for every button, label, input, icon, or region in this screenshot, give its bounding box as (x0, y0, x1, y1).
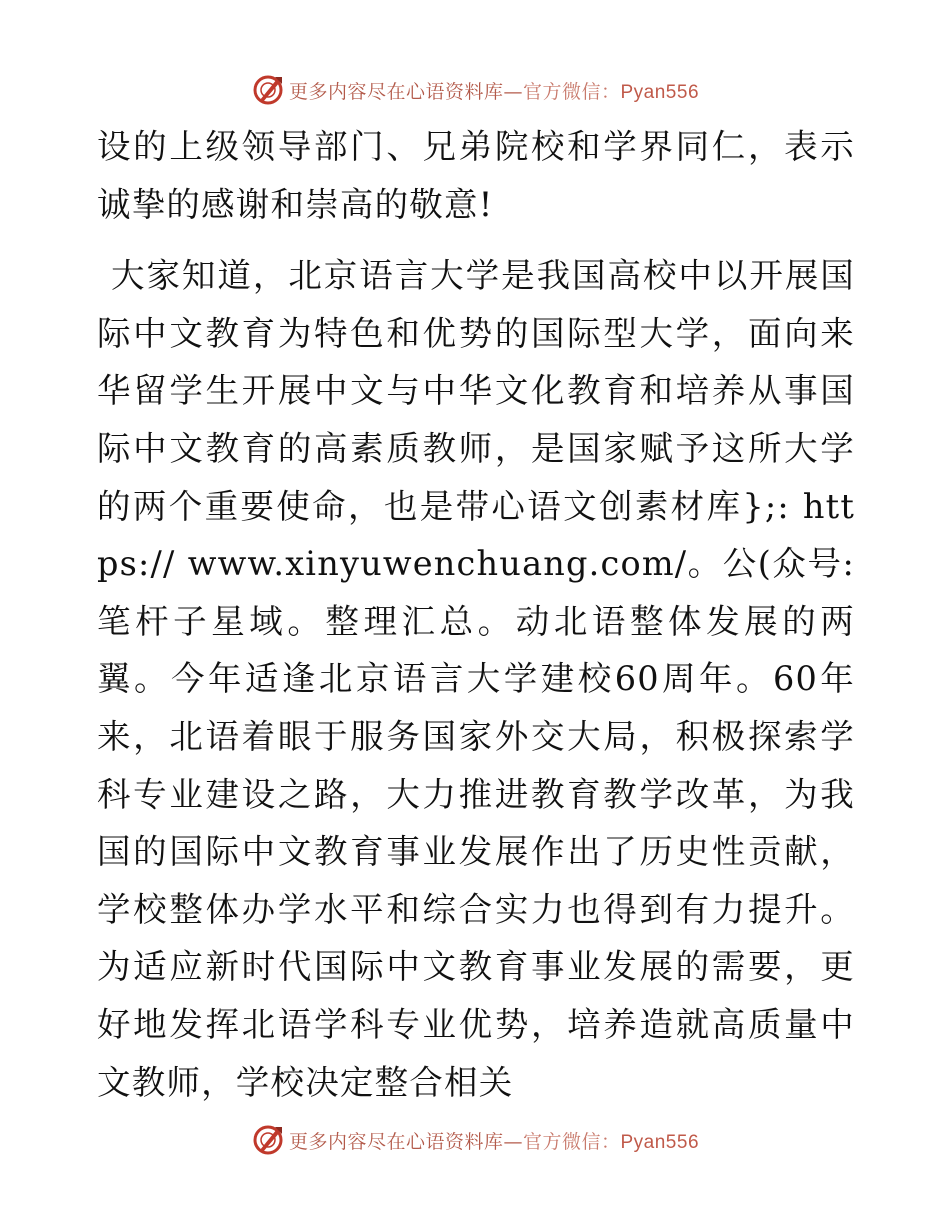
header-prefix: 更多内容尽在心语资料库 (288, 80, 504, 103)
footer-dash: — (503, 1130, 523, 1153)
quill-circle-icon (251, 73, 285, 107)
document-body (97, 118, 855, 1111)
footer-banner (0, 1120, 950, 1160)
header-banner-text (289, 77, 699, 104)
quill-circle-icon (251, 1123, 285, 1157)
paragraph-1: 设的上级领导部门、兄弟院校和学界同仁，表示诚挚的感谢和崇高的敬意! (97, 127, 855, 224)
footer-wechat-label: 官方微信： (522, 1130, 621, 1153)
header-wechat-handle: Pyan556 (620, 81, 700, 103)
header-wechat-label: 官方微信： (522, 80, 621, 103)
footer-prefix: 更多内容尽在心语资料库 (288, 1130, 504, 1153)
footer-wechat-handle: Pyan556 (620, 1131, 700, 1153)
footer-banner-text (289, 1127, 699, 1154)
header-dash: — (503, 80, 523, 103)
paragraph-2: 大家知道，北京语言大学是我国高校中以开展国际中文教育为特色和优势的国际型大学，面向来华留学生开展中文与中华文化教育和培养从事国际中文教育的高素质教师，是国家赋予这所大学的两个重要使命，也是带心语文创素材库};: https:// www.xinyuwenchuang.com/。公(众号: 笔杆子星域。整理汇总。动北语整体发展的两翼。今年适逢北京语言大学建校60周年。60年来，北语着眼于服务国家外交大局，积极探索学科专业建设之路，大力推进教育教学改革，为我国的国际中文教育事业发展作出了历史性贡献，学校整体办学水平和综合实力也得到有力提升。为适应新时代国际中文教育事业发展的需要，更好地发挥北语学科专业优势，培养造就高质量中文教师，学校决定整合相关 (97, 256, 855, 1102)
header-banner (0, 70, 950, 110)
